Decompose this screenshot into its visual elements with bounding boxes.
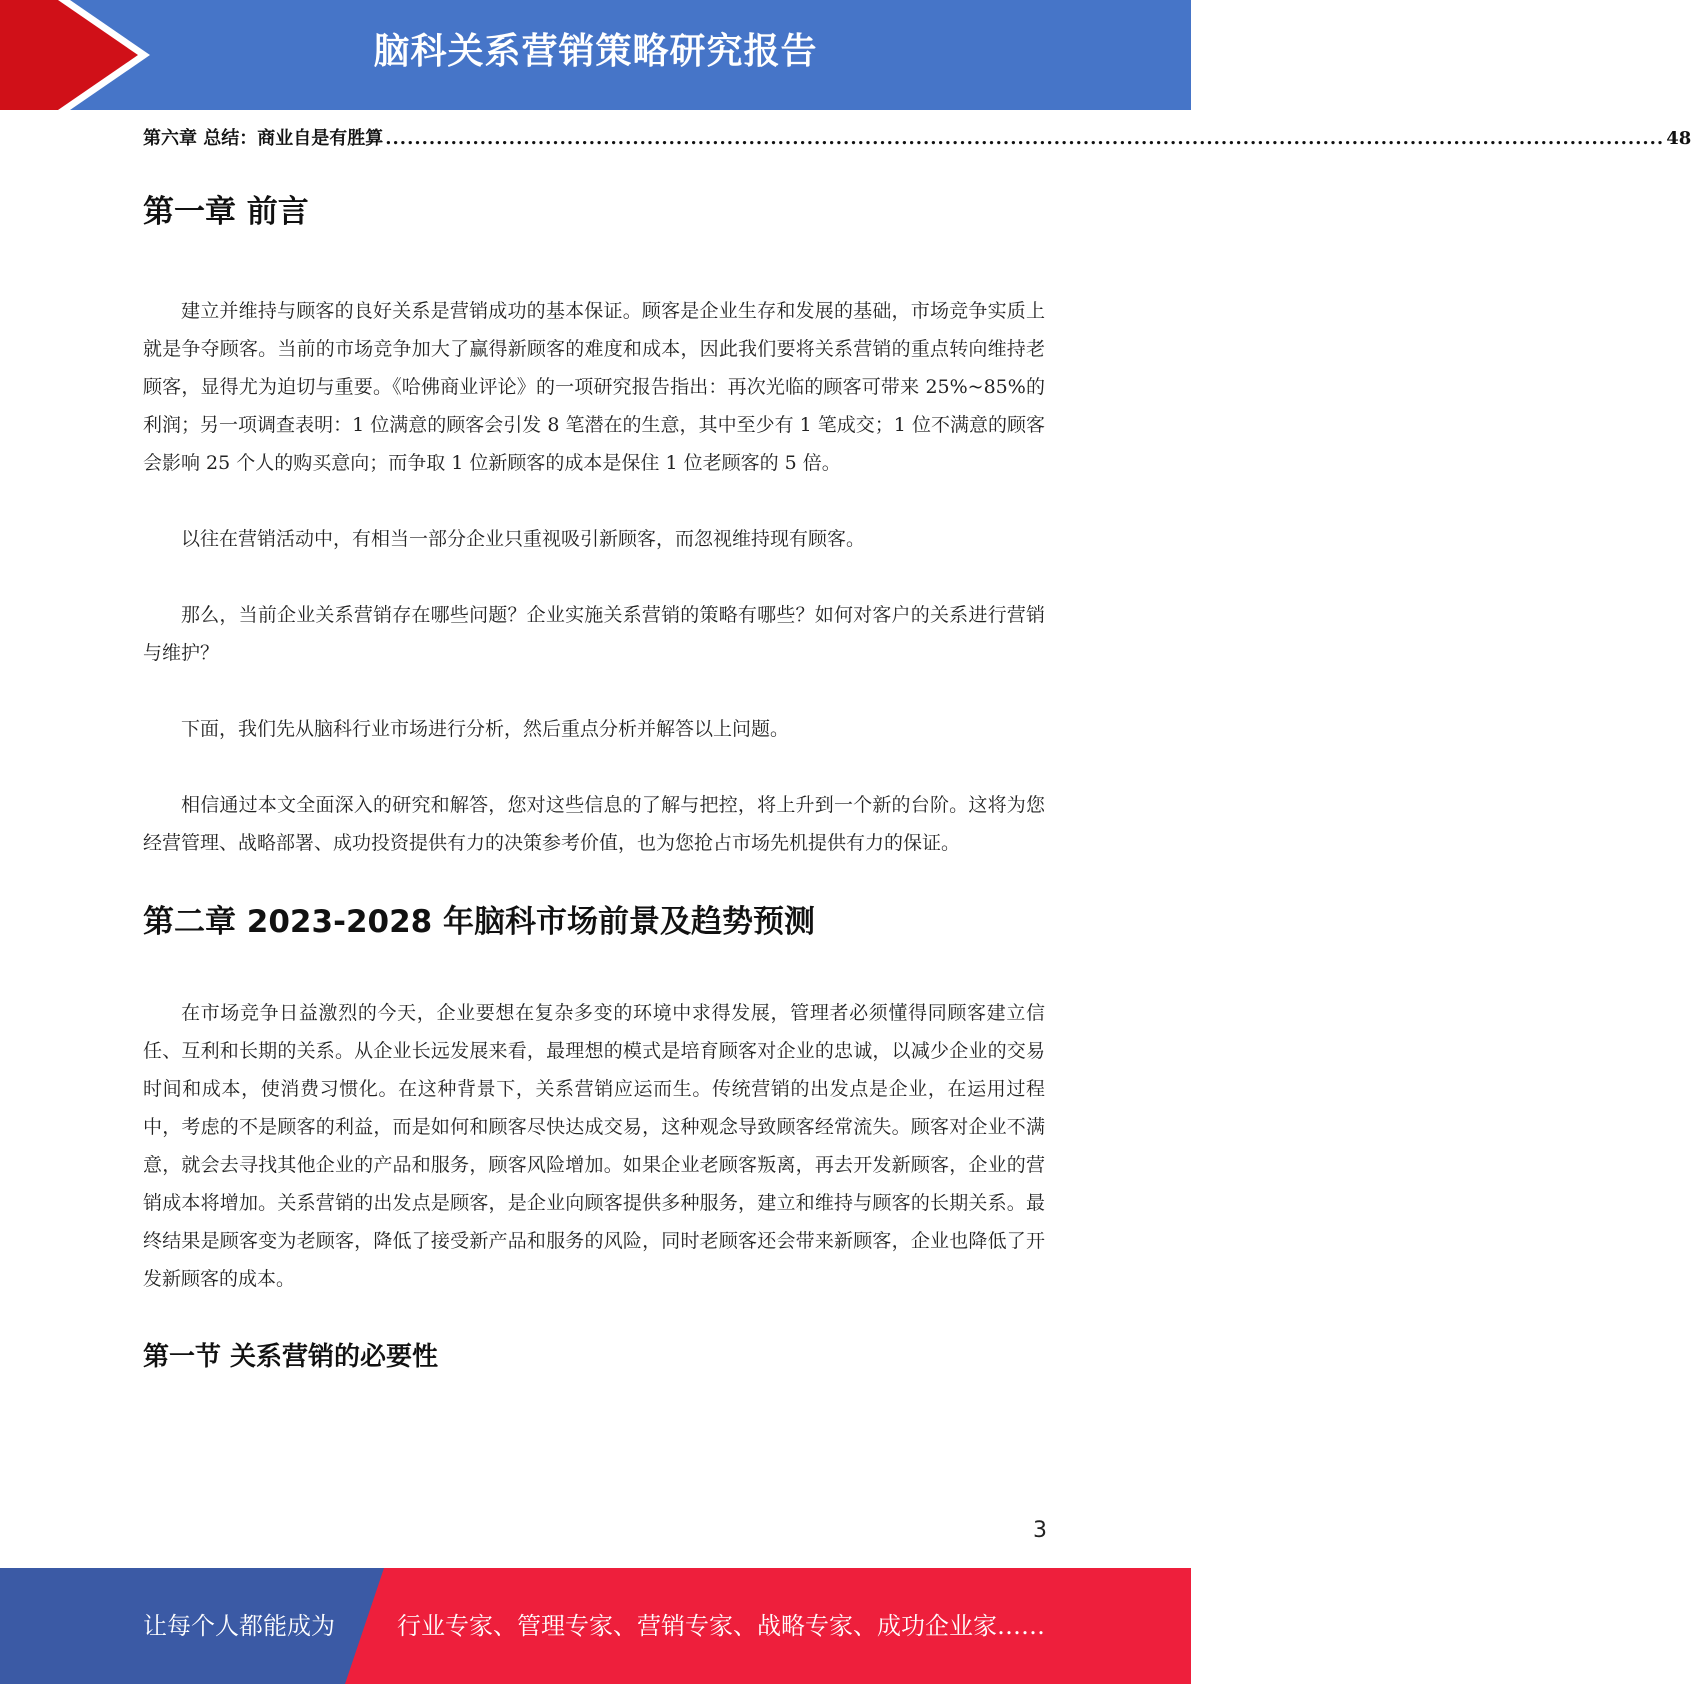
chapter-2-title: 第二章 2023-2028 年脑科市场前景及趋势预测 (143, 904, 816, 940)
footer-slogan-left: 让每个人都能成为 (143, 1612, 335, 1640)
chapter-1-paragraph: 相信通过本文全面深入的研究和解答，您对这些信息的了解与把控，将上升到一个新的台阶。这将为您经营管理、战略部署、成功投资提供有力的决策参考价值，也为您抢占市场先机提供有力的保证。 (143, 794, 1045, 854)
chapter-2-paragraph: 在市场竞争日益激烈的今天，企业要想在复杂多变的环境中求得发展，管理者必须懂得同顾客建立信任、互利和长期的关系。从企业长远发展来看，最理想的模式是培育顾客对企业的忠诚，以减少企业的交易时间和成本，使消费习惯化。在这种背景下，关系营销应运而生。传统营销的出发点是企业，在运用过程中，考虑的不是顾客的利益，而是如何和顾客尽快达成交易，这种观念导致顾客经常流失。顾客对企业不满意，就会去寻找其他企业的产品和服务，顾客风险增加。如果企业老顾客叛离，再去开发新顾客，企业的营销成本将增加。关系营销的出发点是顾客，是企业向顾客提供多种服务，建立和维持与顾客的长期关系。最终结果是顾客变为老顾客，降低了接受新产品和服务的风险，同时老顾客还会带来新顾客，企业也降低了开发新顾客的成本。 (143, 1002, 1045, 1290)
header-title: 脑科关系营销策略研究报告 (373, 31, 818, 72)
toc-leader-dots: ................................................................................................................................................................................ (385, 128, 1665, 149)
page-footer (0, 1568, 1191, 1684)
footer-slogan-right: 行业专家、管理专家、营销专家、战略专家、成功企业家…… (397, 1612, 1045, 1640)
chapter-1-paragraph: 那么，当前企业关系营销存在哪些问题？企业实施关系营销的策略有哪些？如何对客户的关系进行营销与维护？ (143, 604, 1045, 664)
chapter-1-paragraph: 建立并维持与顾客的良好关系是营销成功的基本保证。顾客是企业生存和发展的基础，市场竞争实质上就是争夺顾客。当前的市场竞争加大了赢得新顾客的难度和成本，因此我们要将关系营销的重点转向维持老顾客，显得尤为迫切与重要。《哈佛商业评论》的一项研究报告指出：再次光临的顾客可带来 25%~85%的利润；另一项调查表明：1 位满意的顾客会引发 8 笔潜在的生意，其中至少有 1 笔成交；1 位不满意的顾客会影响 25 个人的购买意向；而争取 1 位新顾客的成本是保住 1 位老顾客的 5 倍。 (143, 300, 1045, 474)
page-number: 3 (1033, 1518, 1047, 1543)
toc-entry-page: 48 (1666, 128, 1691, 149)
page-header (0, 0, 1191, 110)
page-content (143, 124, 1691, 1373)
section-title: 第一节 关系营销的必要性 (143, 1342, 439, 1372)
toc-entry-label: 第六章 总结：商业自是有胜算 (143, 128, 384, 149)
chapter-1-title: 第一章 前言 (143, 194, 309, 230)
toc-entry[interactable] (143, 124, 1691, 164)
chapter-1-paragraph: 下面，我们先从脑科行业市场进行分析，然后重点分析并解答以上问题。 (181, 718, 790, 740)
chapter-1-paragraph: 以往在营销活动中，有相当一部分企业只重视吸引新顾客，而忽视维持现有顾客。 (181, 528, 866, 550)
